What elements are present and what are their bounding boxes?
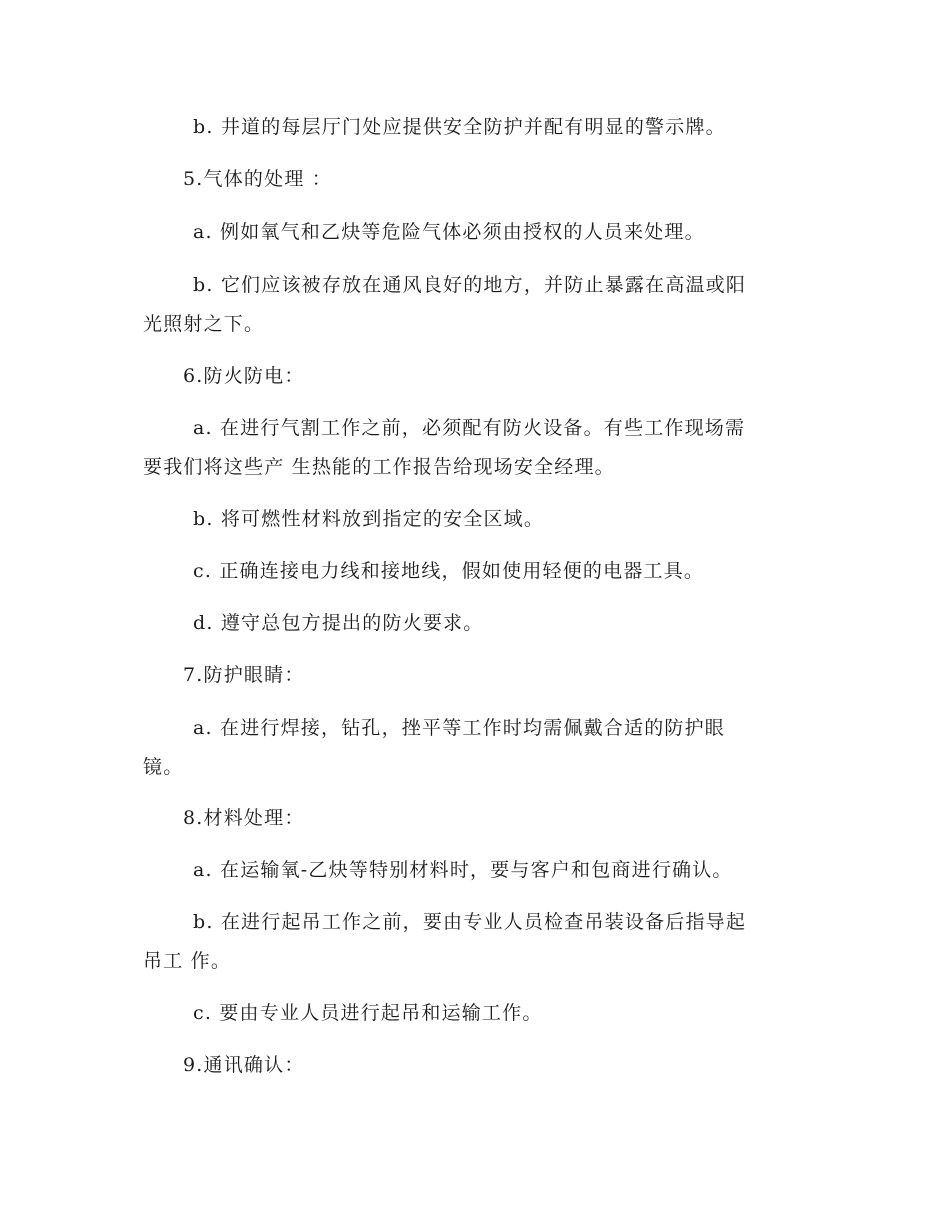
- item-5b-line1: b. 它们应该被存放在通风良好的地方，并防止暴露在高温或阳: [193, 274, 747, 296]
- item-6d: d. 遵守总包方提出的防火要求。: [193, 612, 484, 634]
- section-6-heading: 6.防火防电：: [183, 365, 305, 387]
- item-6c: c. 正确连接电力线和接地线，假如使用轻便的电器工具。: [193, 560, 705, 582]
- item-6a-line1: a. 在进行气割工作之前，必须配有防火设备。有些工作现场需: [193, 417, 746, 439]
- section-7-heading: 7.防护眼睛：: [183, 664, 305, 686]
- section-9-heading: 9.通讯确认：: [183, 1054, 305, 1076]
- item-8a: a. 在运输氧-乙炔等特别材料时，要与客户和包商进行确认。: [193, 859, 733, 881]
- item-7a-line1: a. 在进行焊接，钻孔，挫平等工作时均需佩戴合适的防护眼: [193, 717, 726, 739]
- item-6a-line2: 要我们将这些产 生热能的工作报告给现场安全经理。: [143, 456, 615, 478]
- item-7a-line2: 镜。: [143, 756, 184, 778]
- section-8-heading: 8.材料处理：: [183, 807, 305, 829]
- item-5a: a. 例如氧气和乙炔等危险气体必须由授权的人员来处理。: [193, 221, 705, 243]
- item-5b-line2: 光照射之下。: [143, 313, 265, 335]
- item-5b-prev: b. 井道的每层厅门处应提供安全防护并配有明显的警示牌。: [193, 116, 726, 138]
- item-8b-line2: 吊工 作。: [143, 950, 232, 972]
- item-8c: c. 要由专业人员进行起吊和运输工作。: [193, 1002, 543, 1024]
- section-5-heading: 5.气体的处理 ：: [183, 168, 332, 190]
- item-6b: b. 将可燃性材料放到指定的安全区域。: [193, 508, 545, 530]
- item-8b-line1: b. 在进行起吊工作之前，要由专业人员检查吊装设备后指导起: [193, 911, 747, 933]
